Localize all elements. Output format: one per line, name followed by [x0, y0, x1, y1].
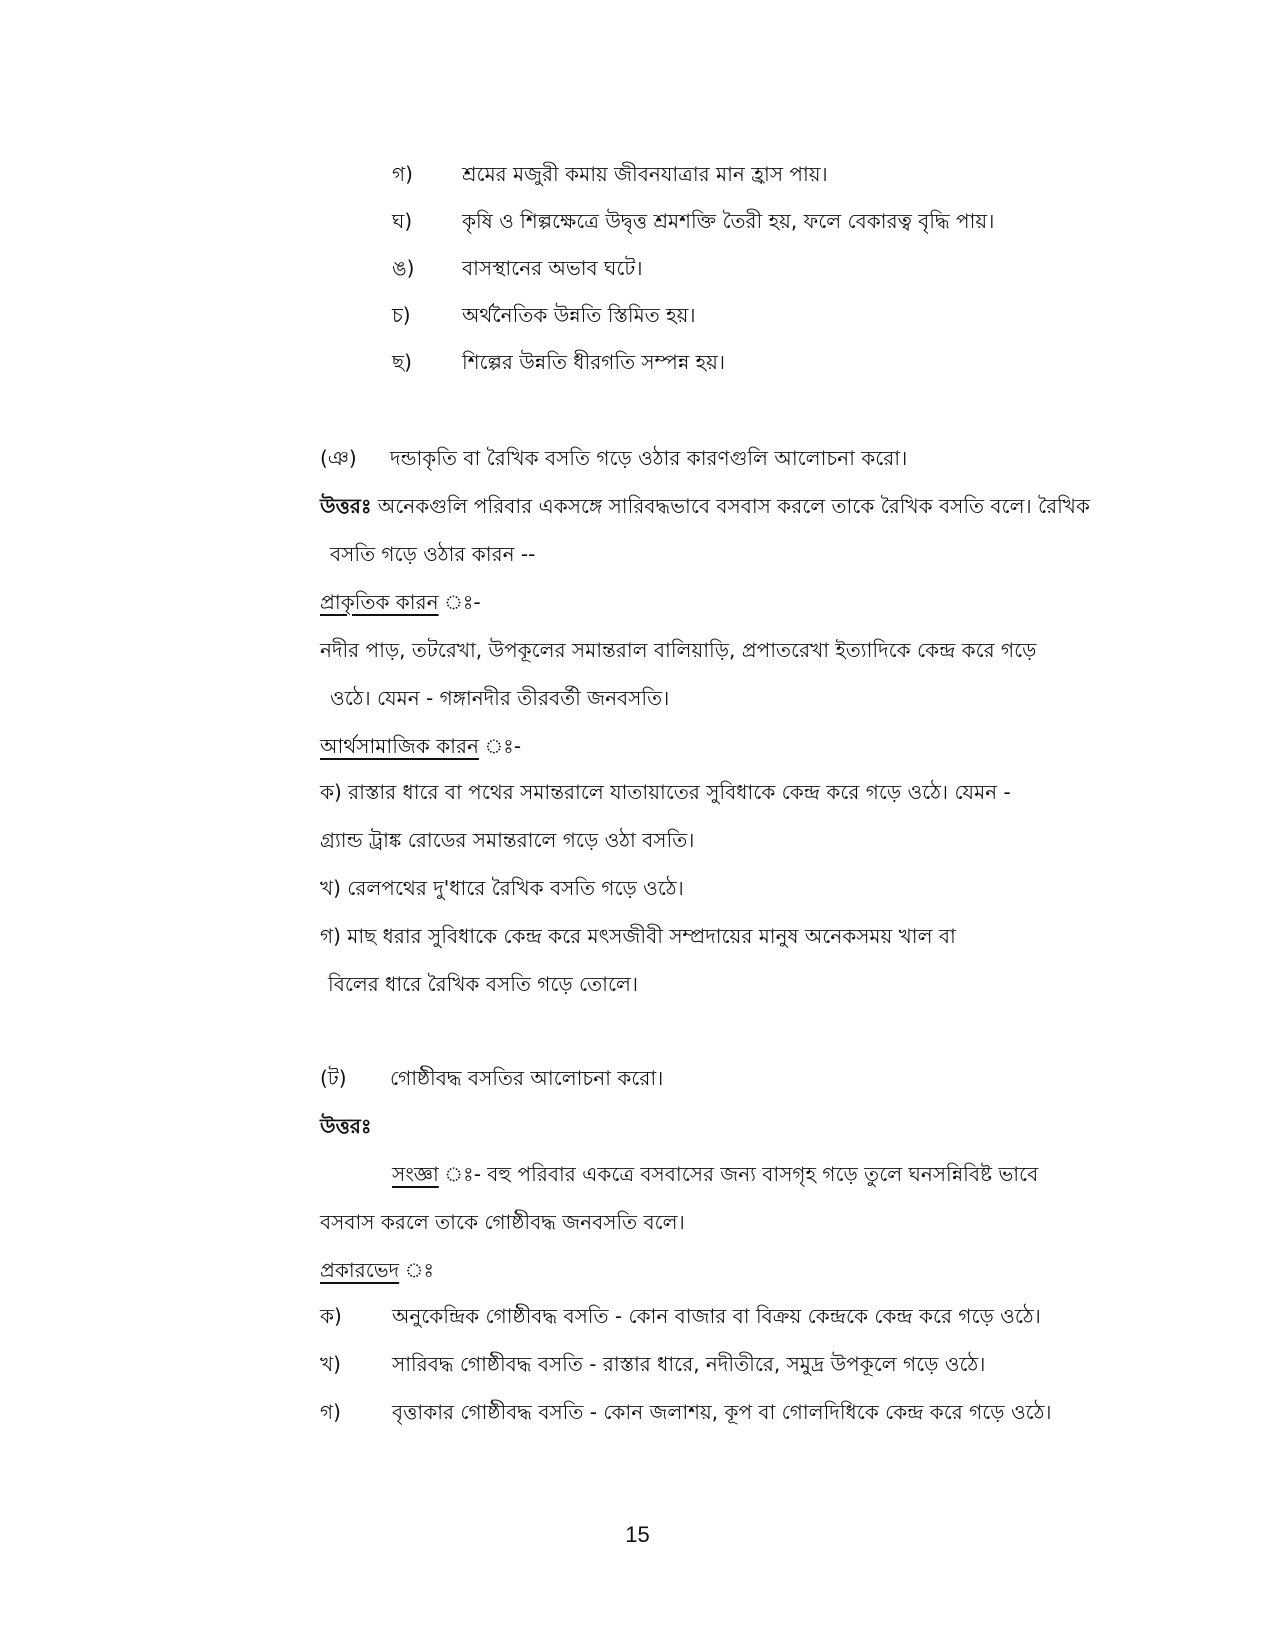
socio-causes-suffix: ঃ-	[513, 734, 522, 758]
list-item-label: ছ)	[392, 350, 412, 374]
list-item-label: গ)	[392, 162, 413, 186]
question-2-label: (ট)	[320, 1066, 347, 1090]
question-1	[320, 444, 907, 472]
socio-cause-b: খ) রেলপথের দু'ধারে রৈখিক বসতি গড়ে ওঠে।	[320, 876, 684, 900]
list-item-text: শিল্পের উন্নতি ধীরগতি সম্পন্ন হয়।	[462, 350, 726, 374]
socio-cause-c-line1: গ) মাছ ধরার সুবিধাকে কেন্দ্র করে মৎসজীবী সম্প্রদায়ের মানুষ অনেকসময় খাল বা	[320, 924, 956, 948]
natural-causes-suffix: ঃ-	[473, 590, 481, 614]
socio-cause-a-line1: ক) রাস্তার ধারে বা পথের সমান্তরালে যাতায়াতের সুবিধাকে কেন্দ্র করে গড়ে ওঠে। যেমন -	[320, 780, 1011, 804]
type-item-text: সারিবদ্ধ গোষ্ঠীবদ্ধ বসতি - রাস্তার ধারে, নদীতীরে, সমুদ্র উপকূলে গড়ে ওঠে।	[392, 1352, 986, 1376]
natural-causes-heading	[320, 588, 481, 616]
natural-causes-line1: নদীর পাড়, তটরেখা, উপকূলের সমান্তরাল বালিয়াড়ি, প্রপাতরেখা ইত্যাদিকে কেন্দ্র করে গড়ে	[320, 638, 1037, 662]
definition-line1	[392, 1160, 1038, 1188]
list-item-text: বাসস্থানের অভাব ঘটে।	[462, 256, 643, 280]
types-heading	[320, 1256, 434, 1284]
type-item-label: খ)	[320, 1352, 341, 1376]
type-item	[320, 1398, 1052, 1426]
answer-label: উত্তরঃ	[320, 494, 372, 518]
list-item-text: কৃষি ও শিল্পক্ষেত্রে উদ্বৃত্ত শ্রমশক্তি তৈরী হয়, ফলে বেকারত্ব বৃদ্ধি পায়।	[462, 209, 995, 233]
answer-1-line2: বসতি গড়ে ওঠার কারন --	[330, 542, 536, 566]
socio-causes-title: আর্থসামাজিক কারন	[320, 734, 479, 758]
definition-text-1: ঃ- বহু পরিবার একত্রে বসবাসের জন্য বাসগৃহ গড়ে তুলে ঘনসন্নিবিষ্ট ভাবে	[473, 1162, 1039, 1186]
definition-heading: সংজ্ঞা	[392, 1162, 439, 1186]
type-item	[320, 1302, 1041, 1330]
question-1-text: দন্ডাকৃতি বা রৈখিক বসতি গড়ে ওঠার কারণগুলি আলোচনা করো।	[390, 446, 908, 470]
socio-cause-c-line2: বিলের ধারে রৈখিক বসতি গড়ে তোলে।	[328, 972, 639, 996]
list-item	[392, 254, 642, 282]
type-item-label: গ)	[320, 1400, 341, 1424]
answer-1-text-1: অনেকগুলি পরিবার একসঙ্গে সারিবদ্ধভাবে বসবাস করলে তাকে রৈখিক বসতি বলে। রৈখিক	[377, 494, 1090, 518]
types-title: প্রকারভেদ	[320, 1258, 400, 1282]
list-item-label: চ)	[392, 303, 411, 327]
list-item-label: ঘ)	[392, 209, 413, 233]
list-item	[392, 160, 828, 188]
list-item	[392, 207, 994, 235]
list-item-label: ঙ)	[392, 256, 415, 280]
question-2-text: গোষ্ঠীবদ্ধ বসতির আলোচনা করো।	[390, 1066, 664, 1090]
socio-cause-a-line2: গ্র্যান্ড ট্রাঙ্ক রোডের সমান্তরালে গড়ে ওঠা বসতি।	[320, 828, 695, 852]
answer-1-line1	[320, 492, 1090, 520]
socio-causes-heading	[320, 732, 521, 760]
list-item-text: শ্রমের মজুরী কমায় জীবনযাত্রার মান হ্রাস পায়।	[462, 162, 828, 186]
type-item-label: ক)	[320, 1304, 342, 1328]
question-1-label: (ঞ)	[320, 446, 357, 470]
type-item	[320, 1350, 985, 1378]
natural-causes-line2: ওঠে। যেমন - গঙ্গানদীর তীরবর্তী জনবসতি।	[330, 686, 670, 710]
list-item	[392, 348, 725, 376]
type-item-text: বৃত্তাকার গোষ্ঠীবদ্ধ বসতি - কোন জলাশয়, কূপ বা গোলদিধিকে কেন্দ্র করে গড়ে ওঠে।	[392, 1400, 1052, 1424]
list-item	[392, 301, 696, 329]
answer-2-label: উত্তরঃ	[320, 1114, 372, 1138]
page-number: 15	[625, 1522, 650, 1547]
list-item-text: অর্থনৈতিক উন্নতি স্তিমিত হয়।	[462, 303, 696, 327]
type-item-text: অনুকেন্দ্রিক গোষ্ঠীবদ্ধ বসতি - কোন বাজার বা বিক্রয় কেন্দ্রকে কেন্দ্র করে গড়ে ওঠে।	[392, 1304, 1041, 1328]
question-2	[320, 1064, 663, 1092]
natural-causes-title: প্রাকৃতিক কারন	[320, 590, 439, 614]
definition-line2: বসবাস করলে তাকে গোষ্ঠীবদ্ধ জনবসতি বলে।	[320, 1210, 685, 1234]
